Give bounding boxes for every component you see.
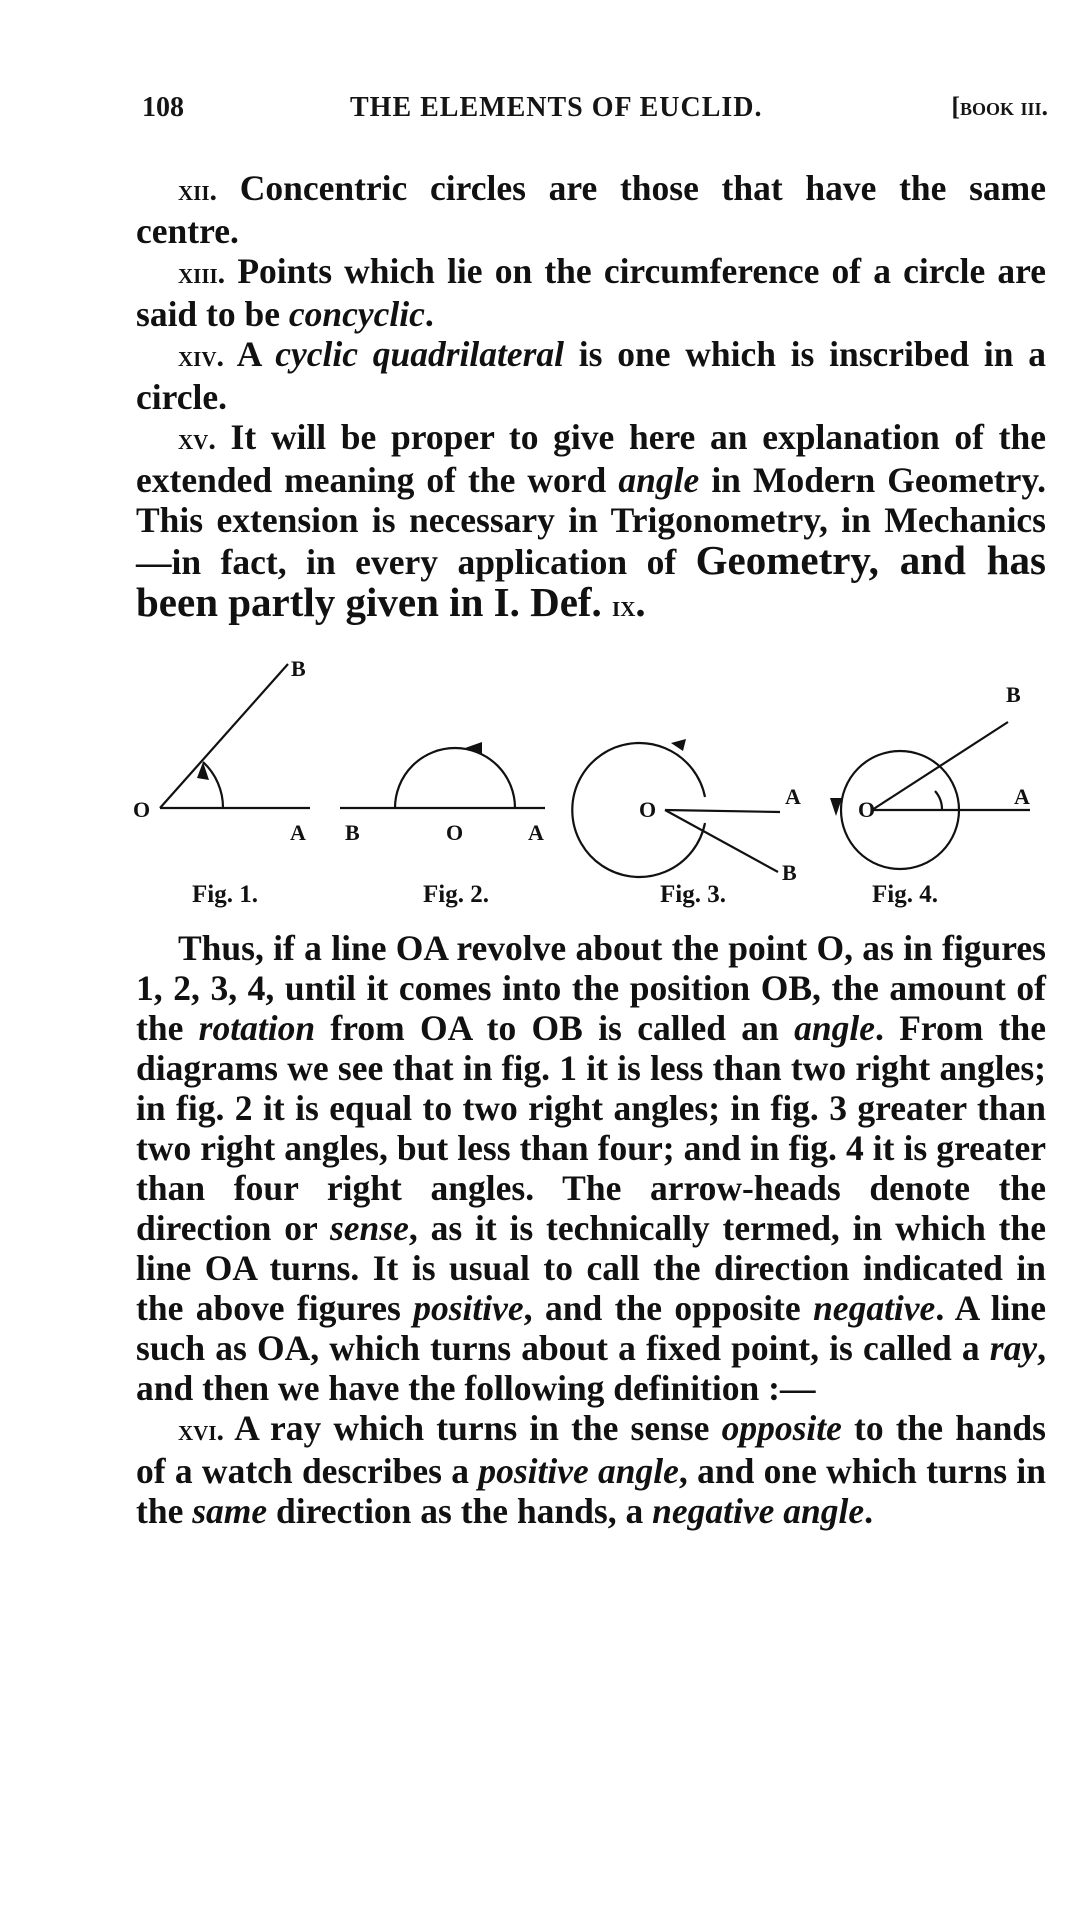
fig3-ray-oa <box>665 810 780 812</box>
explanation-text: . A line such as OA, which turns about a fixed point, is called a <box>136 1288 1046 1368</box>
fig1-label-o: O <box>133 797 151 822</box>
fig4-label-o: O <box>858 797 876 822</box>
emphasis-term: positive angle <box>478 1451 679 1491</box>
fig4-inner-arc <box>935 791 942 810</box>
explanation-text: from OA to OB is called an <box>315 1008 795 1048</box>
definition-15 <box>136 417 1046 627</box>
explanation-text: Thus, if a line OA revolve about the point O, as in figures 1, 2, 3, 4, until it comes into the position OB, the amount of the <box>136 928 1046 1048</box>
emphasis-term: sense <box>329 1208 409 1248</box>
defined-term: angle <box>618 460 700 500</box>
fig2-label-a: A <box>528 820 544 845</box>
fig3-arrowhead <box>671 739 686 751</box>
fig4-caption: Fig. 4. <box>872 881 938 908</box>
definition-text: Concentric circles are those that have the same centre. <box>136 168 1046 251</box>
definition-label: xii. <box>178 174 218 207</box>
explanation-text: . From the diagrams we see that in fig. 1 it is less than two right angles; in fig. 2 it is equal to two right angles; in fig. 3 greater than two right angles, but less than four; and in fig. 4 it is greater than four right angles. The arrow-heads denote the direction or <box>136 1008 1046 1248</box>
emphasis-term: angle <box>794 1008 875 1048</box>
fig1-caption: Fig. 1. <box>192 881 258 908</box>
emphasis-term: rotation <box>198 1008 316 1048</box>
definition-13 <box>136 251 1046 334</box>
definition-label: xv. <box>178 423 216 456</box>
definition-text: A <box>224 334 276 374</box>
definition-label: xiii. <box>178 257 226 290</box>
definition-text: , and one which turns in the <box>136 1451 1047 1531</box>
definition-text: A ray which turns in the sense <box>224 1408 722 1448</box>
emphasis-term: negative <box>813 1288 936 1328</box>
definition-label: xiv. <box>178 340 225 373</box>
angle-figures <box>130 640 1060 920</box>
fig3-label-a: A <box>785 784 801 809</box>
definition-text: to the hands of a watch describes a <box>136 1408 1046 1491</box>
definition-text: It will be proper to give here an explanation of the extended meaning of the word <box>136 417 1046 500</box>
fig2-label-b: B <box>345 820 360 845</box>
fig4-label-b: B <box>1006 682 1021 707</box>
fig3-label-o: O <box>639 797 657 822</box>
explanation-text: , and then we have the following definition :— <box>136 1328 1046 1408</box>
explanation-section <box>136 928 1046 1531</box>
running-header <box>142 92 1048 128</box>
defined-term: concyclic <box>288 294 425 334</box>
fig1-ray-ob <box>160 664 288 808</box>
fig1-label-b: B <box>291 656 306 681</box>
fig1-label-a: A <box>290 820 306 845</box>
definition-14 <box>136 334 1046 417</box>
definition-text-large: . <box>635 579 646 625</box>
definition-12 <box>136 168 1046 251</box>
fig3-label-b: B <box>782 860 797 885</box>
definition-text: in Modern Geometry. This extension is necessary in Trigonometry, in Mechanics—in fact, in every application of <box>136 460 1047 582</box>
definition-text: direction as the hands, a <box>267 1491 653 1531</box>
book-reference: [book iii. <box>951 92 1048 121</box>
definition-text-large: Geometry, and has been partly given in I. Def. <box>136 537 1046 625</box>
running-title: THE ELEMENTS OF EUCLID. <box>350 92 763 123</box>
explanation-paragraph <box>136 928 1046 1408</box>
fig2-arrowhead <box>465 742 482 754</box>
angle-figures-drawing <box>130 640 1060 920</box>
fig1-rotation-arc <box>203 762 223 808</box>
definitions-section <box>136 168 1046 627</box>
emphasis-term: ray <box>989 1328 1038 1368</box>
fig2-rotation-arc <box>395 748 515 808</box>
emphasis-term: positive <box>413 1288 524 1328</box>
fig4-label-a: A <box>1014 784 1030 809</box>
definition-label: xvi. <box>178 1414 225 1447</box>
fig3-caption: Fig. 3. <box>660 881 726 908</box>
definition-text: . <box>864 1491 873 1531</box>
emphasis-term: negative angle <box>652 1491 865 1531</box>
fig2-caption: Fig. 2. <box>423 881 489 908</box>
definition-16 <box>136 1408 1046 1531</box>
emphasis-term: opposite <box>721 1408 842 1448</box>
definition-text: . <box>424 294 434 334</box>
page-number: 108 <box>142 92 184 123</box>
fig2-label-o: O <box>446 820 464 845</box>
explanation-text: , as it is technically termed, in which the line OA turns. It is usual to call the direction indicated in the above figures <box>136 1208 1046 1328</box>
definition-text: is one which is inscribed in a circle. <box>136 334 1046 417</box>
emphasis-term: same <box>192 1491 268 1531</box>
definition-text: Points which lie on the circumference of a circle are said to be <box>136 251 1046 334</box>
defined-term: cyclic quadrilateral <box>275 334 565 374</box>
definition-reference-label: ix <box>612 590 636 623</box>
explanation-text: , and the opposite <box>523 1288 814 1328</box>
